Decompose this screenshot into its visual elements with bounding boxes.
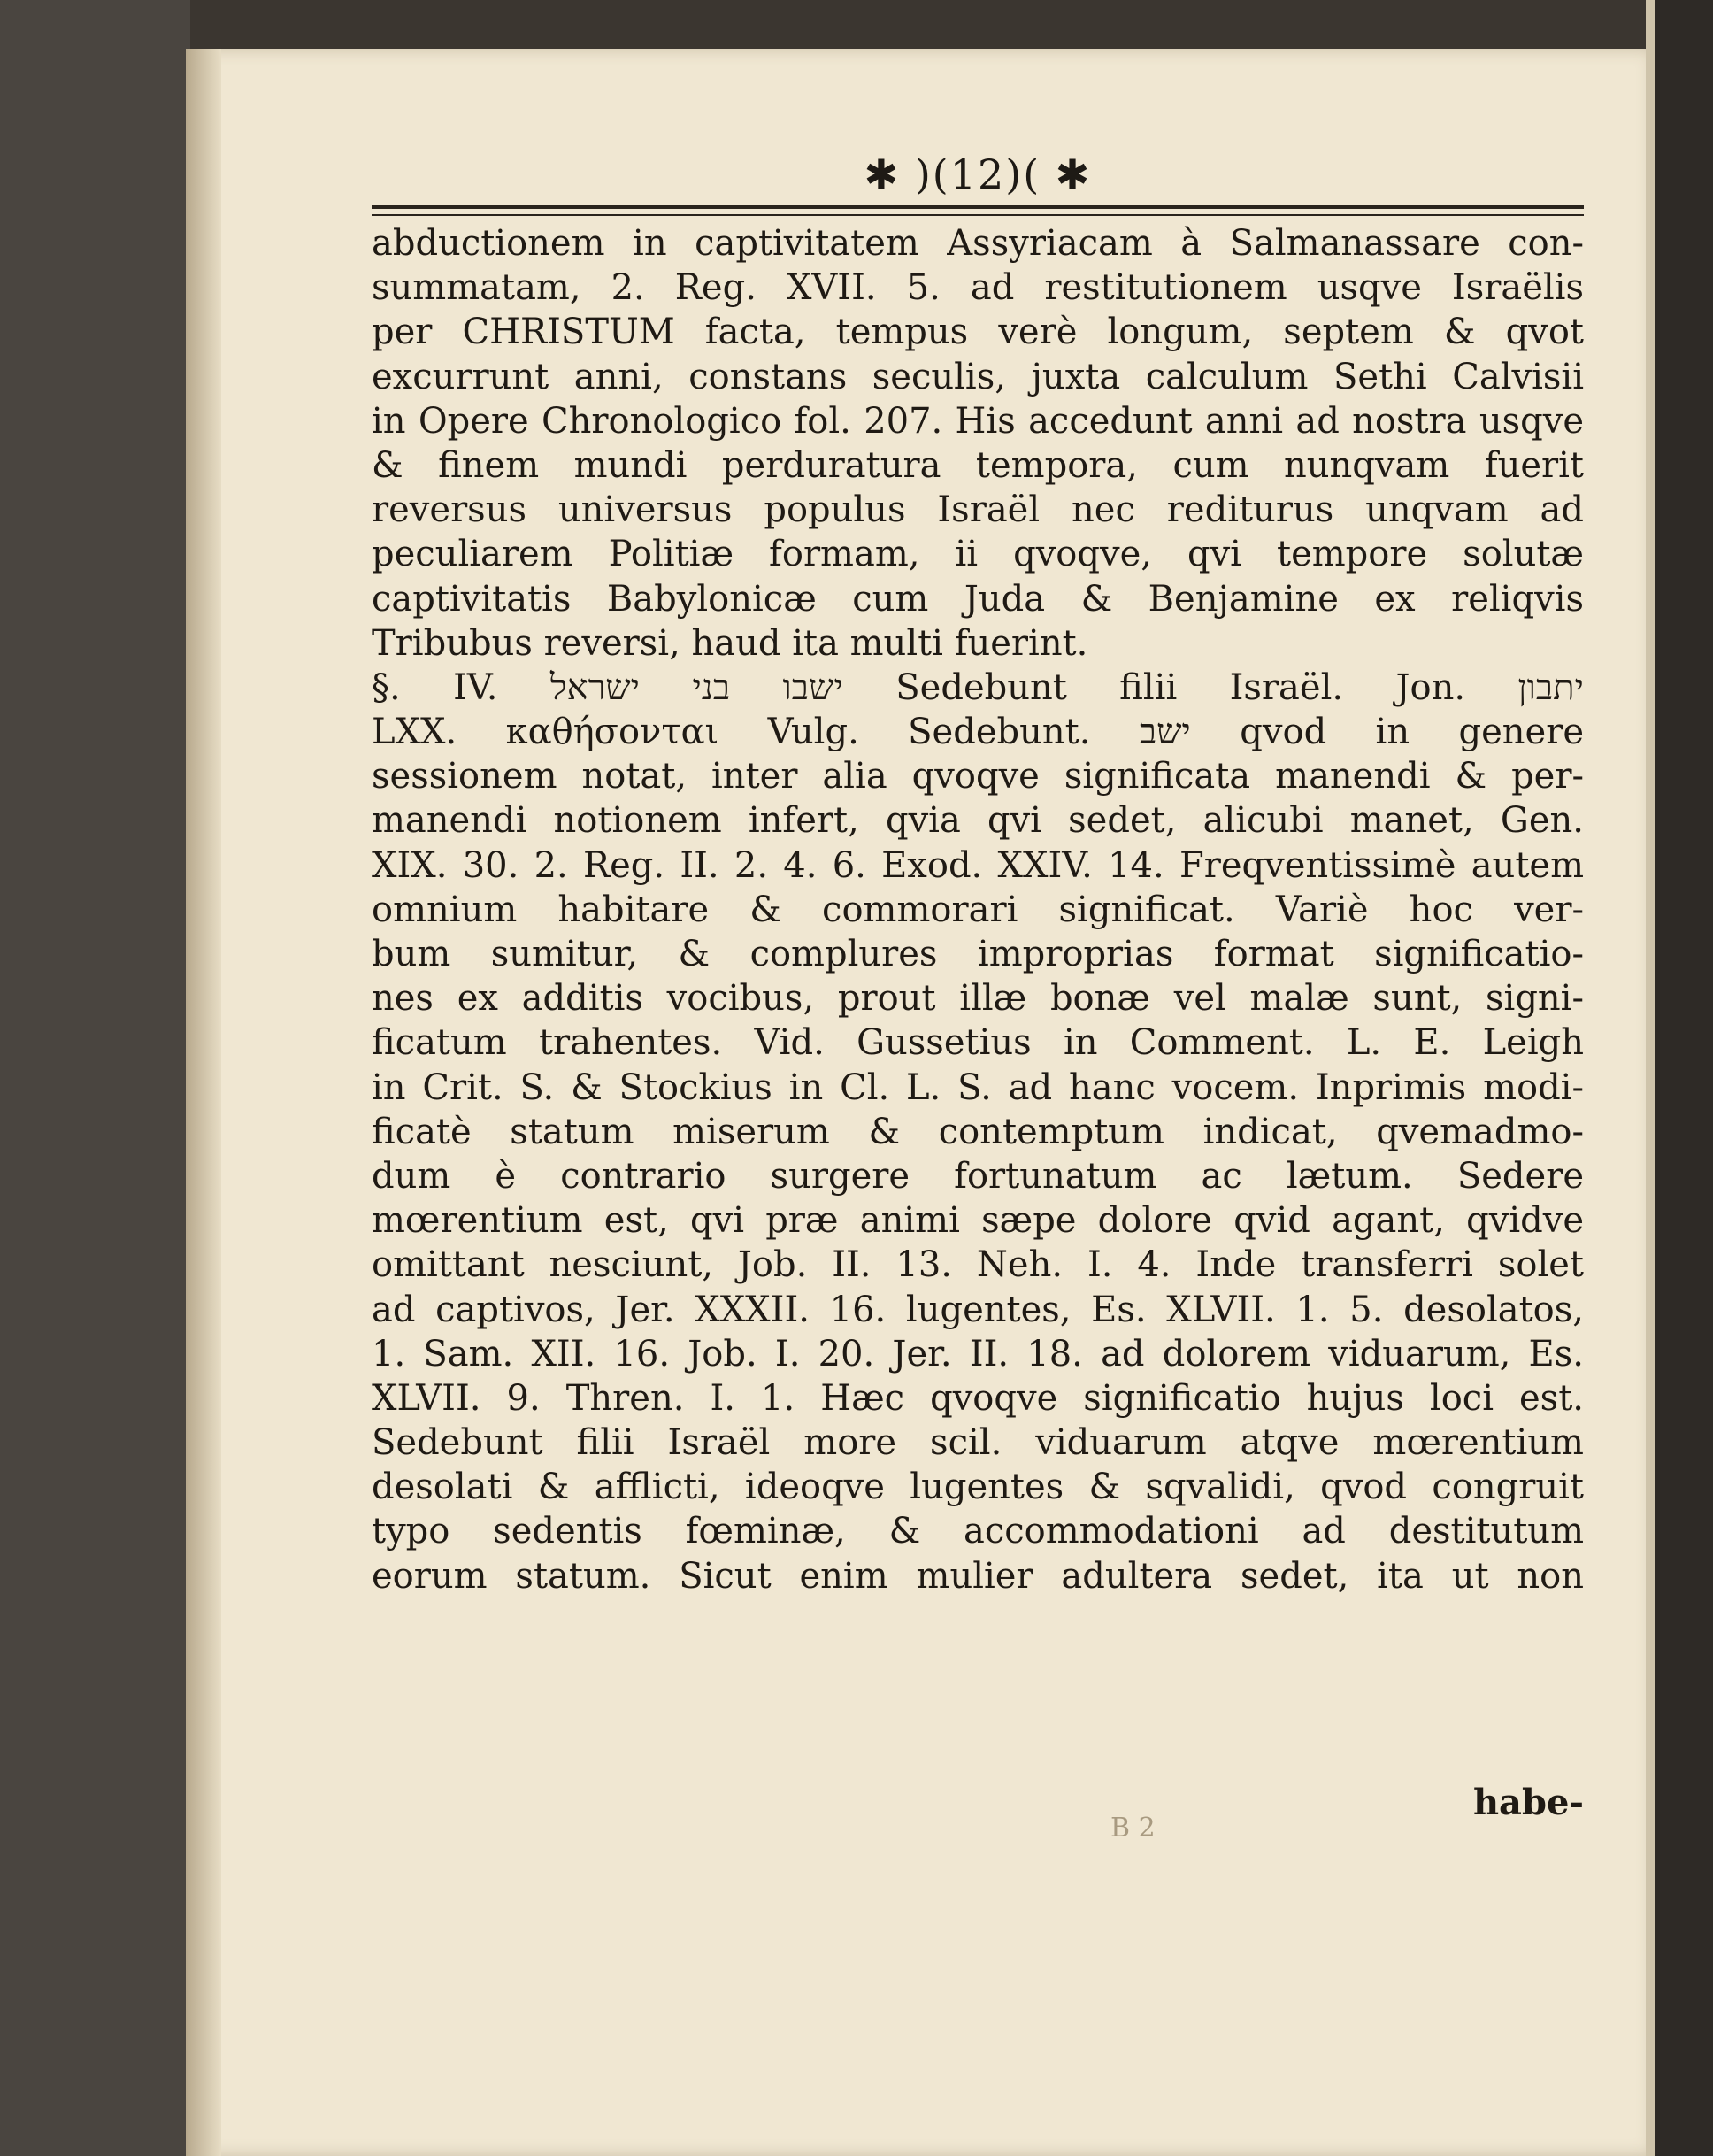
text-line: & finem mundi perduratura tempora, cum nunqvam fuerit	[372, 444, 1584, 486]
text-line: reversus universus populus Israël nec rediturus unqvam ad	[372, 489, 1584, 531]
text-line: sessionem notat, inter alia qvoqve significata manendi & per-	[372, 756, 1584, 797]
text-line: XIX. 30. 2. Reg. II. 2. 4. 6. Exod. XXIV. 14. Freqventissimè autem	[372, 844, 1584, 886]
text-line: captivitatis Babylonicæ cum Juda & Benjamine ex reliqvis	[372, 578, 1584, 620]
page-header: ✱ )(12)( ✱	[864, 150, 1092, 198]
text-line: dum è contrario surgere fortunatum ac lætum. Sedere	[372, 1155, 1584, 1197]
page-gutter	[186, 49, 221, 2156]
text-line: eorum statum. Sicut enim mulier adultera sedet, ita ut non	[372, 1555, 1584, 1597]
text-line: in Opere Chronologico fol. 207. His accedunt anni ad nostra usqve	[372, 400, 1584, 442]
catchword: habe-	[1472, 1782, 1584, 1823]
page-edge	[1646, 0, 1655, 2156]
text-line: per CHRISTUM facta, tempus verè longum, septem & qvot	[372, 312, 1584, 353]
text-line: §. IV. ישבו בני ישראל Sedebunt filii Israël. Jon. יתבון	[372, 666, 1585, 708]
text-line: nes ex additis vocibus, prout illæ bonæ vel malæ sunt, signi-	[372, 978, 1584, 1020]
text-line: summatam, 2. Reg. XVII. 5. ad restitutionem usqve Israëlis	[372, 267, 1584, 309]
text-line: abductionem in captivitatem Assyriacam à Salmanassare con-	[372, 223, 1584, 264]
text-line: ficatum trahentes. Vid. Gussetius in Comment. L. E. Leigh	[372, 1022, 1584, 1064]
text-line: XLVII. 9. Thren. I. 1. Hæc qvoqve significatio hujus loci est.	[372, 1377, 1584, 1419]
body-text	[372, 221, 1584, 1598]
text-line: manendi notionem infert, qvia qvi sedet, alicubi manet, Gen.	[372, 800, 1584, 842]
background-right	[1651, 0, 1713, 2156]
text-line: typo sedentis fœminæ, & accommodationi ad destitutum	[372, 1511, 1584, 1552]
text-line: desolati & afflicti, ideoqve lugentes & sqvalidi, qvod congruit	[372, 1467, 1584, 1508]
text-line: bum sumitur, & complures improprias format significatio-	[372, 934, 1584, 974]
signature-mark: B 2	[1110, 1813, 1156, 1844]
text-line: 1. Sam. XII. 16. Job. I. 20. Jer. II. 18. ad dolorem viduarum, Es.	[372, 1333, 1584, 1374]
text-line: mœrentium est, qvi præ animi sæpe dolore qvid agant, qvidve	[372, 1200, 1584, 1242]
text-line: LXX. καθήσονται Vulg. Sedebunt. ישב qvod in genere	[372, 712, 1584, 753]
text-line: omittant nesciunt, Job. II. 13. Neh. I. 4. Inde transferri solet	[372, 1244, 1584, 1286]
text-line: Sedebunt filii Israël more scil. viduarum atqve mœrentium	[372, 1422, 1584, 1464]
text-line: excurrunt anni, constans seculis, juxta calculum Sethi Calvisii	[372, 356, 1584, 397]
text-line: omnium habitare & commorari significat. Variè hoc ver-	[372, 889, 1584, 930]
text-line: peculiarem Politiæ formam, ii qvoqve, qvi tempore solutæ	[372, 534, 1584, 575]
text-line: ficatè statum miserum & contemptum indicat, qvemadmo-	[372, 1111, 1584, 1152]
background-left	[0, 0, 190, 2156]
text-line: Tribubus reversi, haud ita multi fuerint.	[372, 622, 1088, 664]
text-line: in Crit. S. & Stockius in Cl. L. S. ad hanc vocem. Inprimis modi-	[372, 1066, 1584, 1108]
text-line: ad captivos, Jer. XXXII. 16. lugentes, Es. XLVII. 1. 5. desolatos,	[372, 1289, 1584, 1330]
header-rule	[372, 205, 1584, 216]
